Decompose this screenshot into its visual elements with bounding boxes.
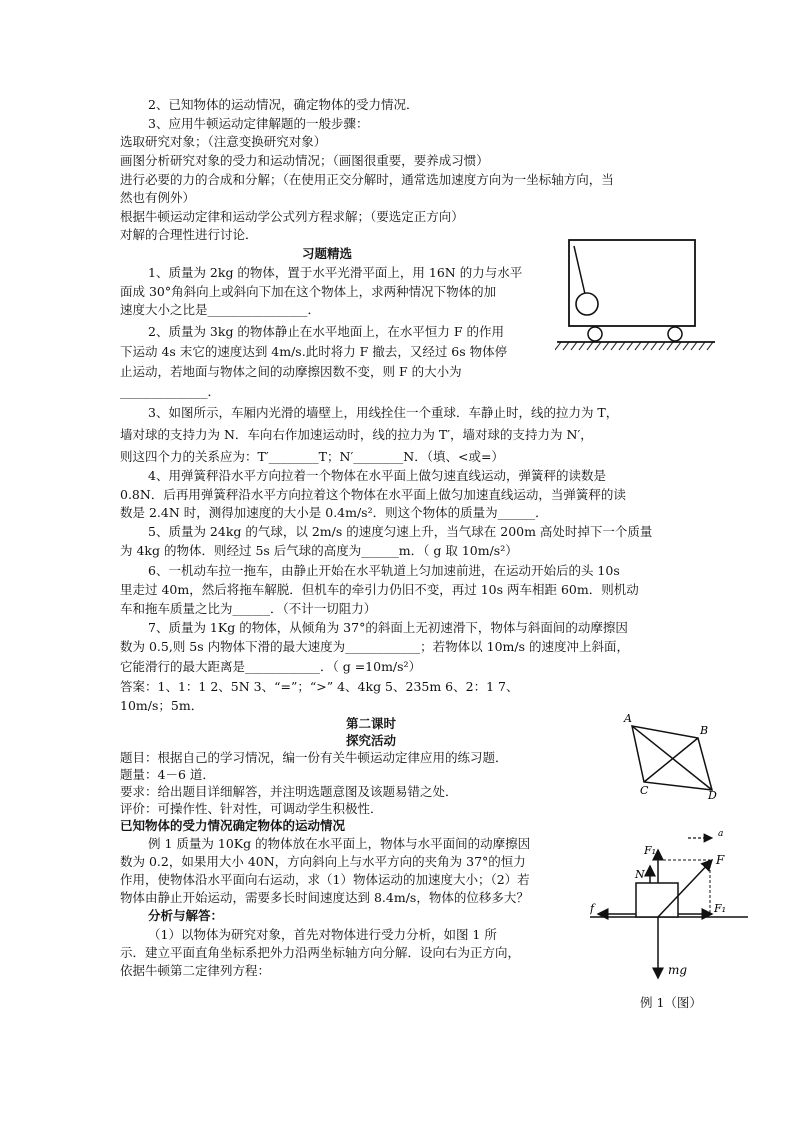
problem-line: 数为 0.5,则 5s 内物体下滑的最大速度为____________；若物体以 10m/s 的速度冲上斜面，	[120, 639, 629, 654]
label-d: D	[708, 789, 717, 800]
answer-line: 10m/s；5m．	[120, 698, 204, 713]
label-n: N	[635, 868, 645, 881]
activity-line: 评价：可操作性、针对性，可调动学生积极性．	[120, 801, 383, 816]
example-line: 作用，使物体沿水平面向右运动，求（1）物体运动的加速度大小；（2）若	[120, 872, 530, 887]
label-f1-horizontal: F₁	[714, 902, 727, 915]
problem-line: 4、用弹簧秤沿水平方向拉着一个物体在水平面上做匀速直线运动，弹簧秤的读数是	[148, 468, 606, 483]
problem-line: 1、质量为 2kg 的物体，置于水平光滑平面上，用 16N 的力与水平	[148, 265, 523, 280]
activity-title: 探究活动	[346, 733, 397, 748]
lesson-title: 第二课时	[346, 716, 397, 731]
section-heading: 已知物体的受力情况确定物体的运动情况	[120, 818, 346, 833]
label-accel: a	[718, 829, 724, 839]
analysis-line: 依据牛顿第二定律列方程：	[120, 963, 271, 978]
intro-line: 根据牛顿运动定律和运动学公式列方程求解；（要选定正方向）	[120, 209, 464, 224]
intro-line: 对解的合理性进行讨论．	[120, 227, 258, 242]
problem-line: 6、一机动车拉一拖车，由静止开始在水平轨道上匀加速前进，在运动开始后的头 10s	[148, 563, 620, 578]
problem-line: ______________．	[120, 384, 221, 399]
activity-line: 题目：根据自己的学习情况，编一份有关牛顿运动定律应用的练习题．	[120, 750, 508, 765]
problem-line: 7、质量为 1Kg 的物体，从倾角为 37°的斜面上无初速滑下，物体与斜面间的动摩擦因	[148, 620, 628, 635]
problem-line: 速度大小之比是________________．	[120, 302, 321, 317]
problem-line: 则这四个力的关系应为：T′________T；N′________N．（填、<或=）	[120, 449, 504, 464]
problem-line: 3、如图所示，车厢内光滑的墙壁上，用线拴住一个重球．车静止时，线的拉力为 T，	[148, 405, 619, 420]
example-line: 例 1 质量为 10Kg 的物体放在水平面上，物体与水平面间的动摩擦因	[148, 836, 531, 851]
analysis-heading: 分析与解答：	[148, 908, 224, 923]
problem-line: 车和拖车质量之比为______．（不计一切阻力）	[120, 601, 377, 616]
problem-line: 0.8N．后再用弹簧秤沿水平方向拉着这个物体在水平面上做匀加速直线运动，当弹簧秤的读	[120, 487, 626, 502]
problem-line: 里走过 40m，然后将拖车解脱．但机车的牵引力仍旧不变，再过 10s 两车相距 60m．则机动	[120, 582, 639, 597]
intro-line: 进行必要的力的合成和分解；（在使用正交分解时，通常选加速度方向为一坐标轴方向，当	[120, 172, 614, 187]
answer-line: 答案：1、1：1 2、5N 3、“=”；“>” 4、4kg 5、235m 6、2：1 7、	[120, 679, 519, 694]
problem-line: 5、质量为 24kg 的气球，以 2m/s 的速度匀速上升，当气球在 200m 高处时掉下一个质量	[148, 524, 653, 539]
carriage-figure	[555, 234, 720, 354]
intro-line: 3、应用牛顿运动定律解题的一般步骤：	[148, 116, 369, 131]
label-b: B	[700, 724, 709, 737]
problem-line: 2、质量为 3kg 的物体静止在水平地面上，在水平恒力 F 的作用	[148, 324, 505, 339]
example-line: 物体由静止开始运动，需要多长时间速度达到 8.4m/s，物体的位移多大？	[120, 890, 529, 905]
intro-line: 然也有例外）	[120, 190, 196, 205]
example-line: 数为 0.2，如果用大小 40N，方向斜向上与水平方向的夹角为 37°的恒力	[120, 854, 526, 869]
label-f1-vertical: F₁	[644, 844, 657, 857]
problem-line: 它能滑行的最大距离是____________．（ g =10m/s²）	[120, 659, 422, 674]
problem-line: 面成 30°角斜向上或斜向下加在这个物体上，求两种情况下物体的加	[120, 284, 497, 299]
problem-line: 墙对球的支持力为 N．车向右作加速运动时，线的拉力为 T′，墙对球的支持力为 N′，	[120, 427, 593, 442]
label-c: C	[640, 784, 649, 797]
label-friction: f	[590, 902, 595, 915]
activity-line: 题量：4－6 道．	[120, 767, 215, 782]
exercises-title: 习题精选	[302, 246, 353, 261]
problem-line: 数是 2.4N 时，测得加速度的大小是 0.4m/s²．则这个物体的质量为______．	[120, 505, 548, 520]
intro-line: 画图分析研究对象的受力和运动情况；（画图很重要，要养成习惯）	[120, 153, 489, 168]
problem-line: 为 4kg 的物体．则经过 5s 后气球的高度为______m．（ g 取 10m/s²）	[120, 543, 518, 558]
analysis-line: 示．建立平面直角坐标系把外力沿两坐标轴方向分解．设向右为正方向，	[120, 945, 521, 960]
problem-line: 止运动，若地面与物体之间的动摩擦因数不变，则 F 的大小为	[120, 364, 462, 379]
analysis-line: （1）以物体为研究对象，首先对物体进行受力分析，如图 1 所	[148, 927, 497, 942]
label-mg: mg	[668, 963, 688, 977]
parallelogram-figure	[620, 708, 720, 800]
label-a: A	[624, 712, 632, 725]
figure-caption: 例 1（图）	[640, 995, 702, 1010]
label-f: F	[716, 853, 725, 867]
intro-line: 2、已知物体的运动情况，确定物体的受力情况．	[148, 97, 419, 112]
force-diagram	[590, 828, 750, 988]
activity-line: 要求：给出题目详细解答，并注明选题意图及该题易错之处．	[120, 784, 458, 799]
intro-line: 选取研究对象；（注意变换研究对象）	[120, 134, 327, 149]
problem-line: 下运动 4s 末它的速度达到 4m/s.此时将力 F 撤去，又经过 6s 物体停	[120, 344, 508, 359]
